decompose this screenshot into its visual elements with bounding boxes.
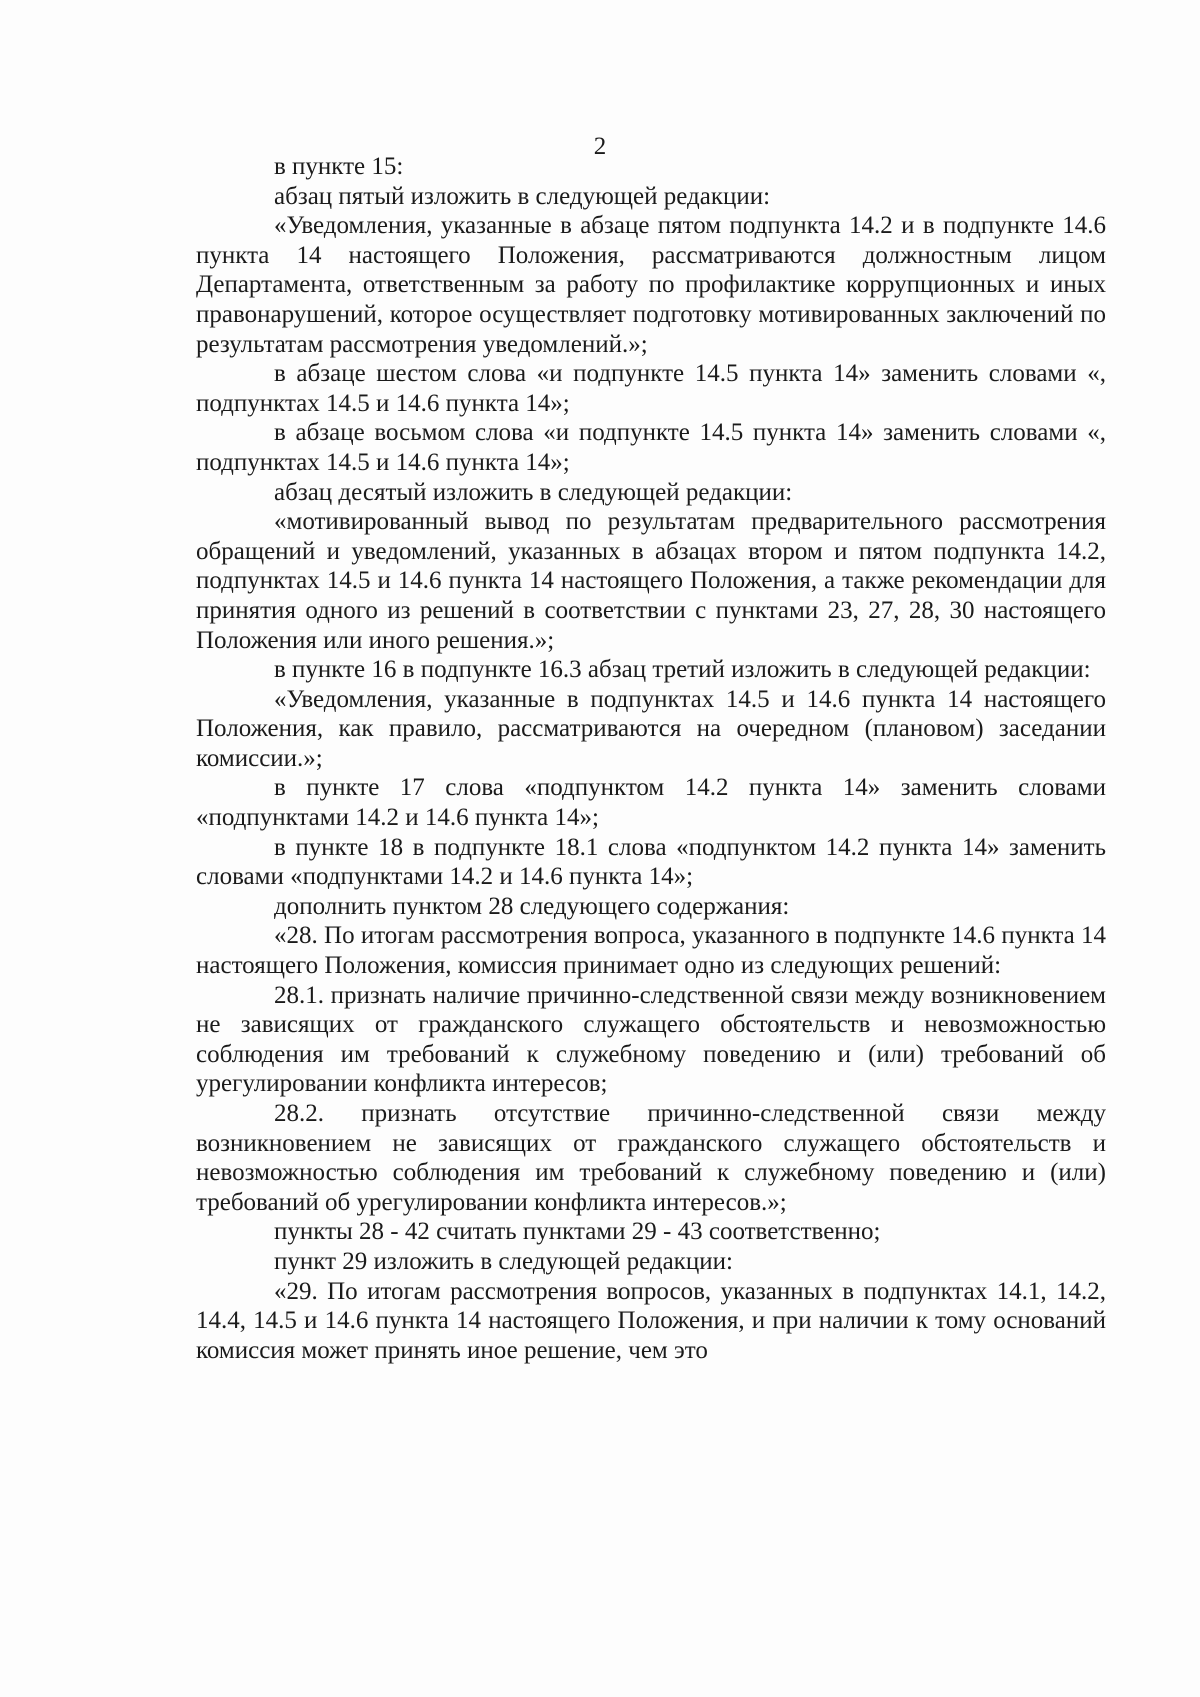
paragraph: пункты 28 - 42 считать пунктами 29 - 43 соответственно;: [274, 1218, 881, 1246]
paragraph: «мотивированный вывод по результатам предварительного рассмотрения обращений и уведомлений, указанных в абзацах втором и пятом подпункта 14.2, подпунктах 14.5 и 14.6 пункта 14 настоящего Положения, а также рекомендации для принятия одного из решений в соответствии с пунктами 23, 27, 28, 30 настоящего Положения или иного решения.»;: [196, 508, 1106, 654]
paragraph: в пункте 15:: [274, 153, 404, 180]
paragraph: в пункте 18 в подпункте 18.1 слова «подпунктом 14.2 пункта 14» заменить словами «подпунктами 14.2 и 14.6 пункта 14»;: [196, 833, 1106, 891]
paragraph: в пункте 16 в подпункте 16.3 абзац третий изложить в следующей редакции:: [274, 656, 1091, 684]
paragraph: «28. По итогам рассмотрения вопроса, указанного в подпункте 14.6 пункта 14 настоящего Положения, комиссия принимает одно из следующих решений:: [196, 922, 1106, 980]
page-number: 2: [593, 133, 607, 160]
paragraph: дополнить пунктом 28 следующего содержания:: [274, 892, 790, 920]
paragraph: абзац пятый изложить в следующей редакции:: [274, 182, 771, 210]
paragraph: в пункте 17 слова «подпунктом 14.2 пункта 14» заменить словами «подпунктами 14.2 и 14.6 пункта 14»;: [196, 774, 1106, 832]
paragraph: в абзаце восьмом слова «и подпункте 14.5 пункта 14» заменить словами «, подпунктах 14.5 и 14.6 пункта 14»;: [196, 419, 1106, 476]
paragraph: 28.2. признать отсутствие причинно-следственной связи между возникновением не зависящих от гражданского служащего обстоятельств и невозможностью соблюдения им требований к служебному поведению и (или) требований об урегулировании конфликта интересов.»;: [196, 1100, 1106, 1216]
paragraph: в абзаце шестом слова «и подпункте 14.5 пункта 14» заменить словами «, подпунктах 14.5 и 14.6 пункта 14»;: [196, 360, 1106, 417]
paragraph: «29. По итогам рассмотрения вопросов, указанных в подпунктах 14.1, 14.2, 14.4, 14.5 и 14.6 пункта 14 настоящего Положения, и при наличии к тому оснований комиссия может принять иное решение, чем это: [196, 1277, 1106, 1364]
paragraph: 28.1. признать наличие причинно-следственной связи между возникновением не зависящих от гражданского служащего обстоятельств и невозможностью соблюдения им требований к служебному поведению и (или) требований об урегулировании конфликта интересов;: [196, 981, 1106, 1098]
paragraph: абзац десятый изложить в следующей редакции:: [274, 478, 793, 506]
document-body: [196, 152, 1106, 1365]
paragraph: «Уведомления, указанные в подпунктах 14.5 и 14.6 пункта 14 настоящего Положения, как правило, рассматриваются на очередном (плановом) заседании комиссии.»;: [196, 685, 1106, 772]
paragraph: «Уведомления, указанные в абзаце пятом подпункта 14.2 и в подпункте 14.6 пункта 14 настоящего Положения, рассматриваются должностным лицом Департамента, ответственным за работу по профилактике коррупционных и иных правонарушений, которое осуществляет подготовку мотивированных заключений по результатам рассмотрения уведомлений.»;: [196, 212, 1106, 358]
paragraph: пункт 29 изложить в следующей редакции:: [274, 1247, 733, 1275]
